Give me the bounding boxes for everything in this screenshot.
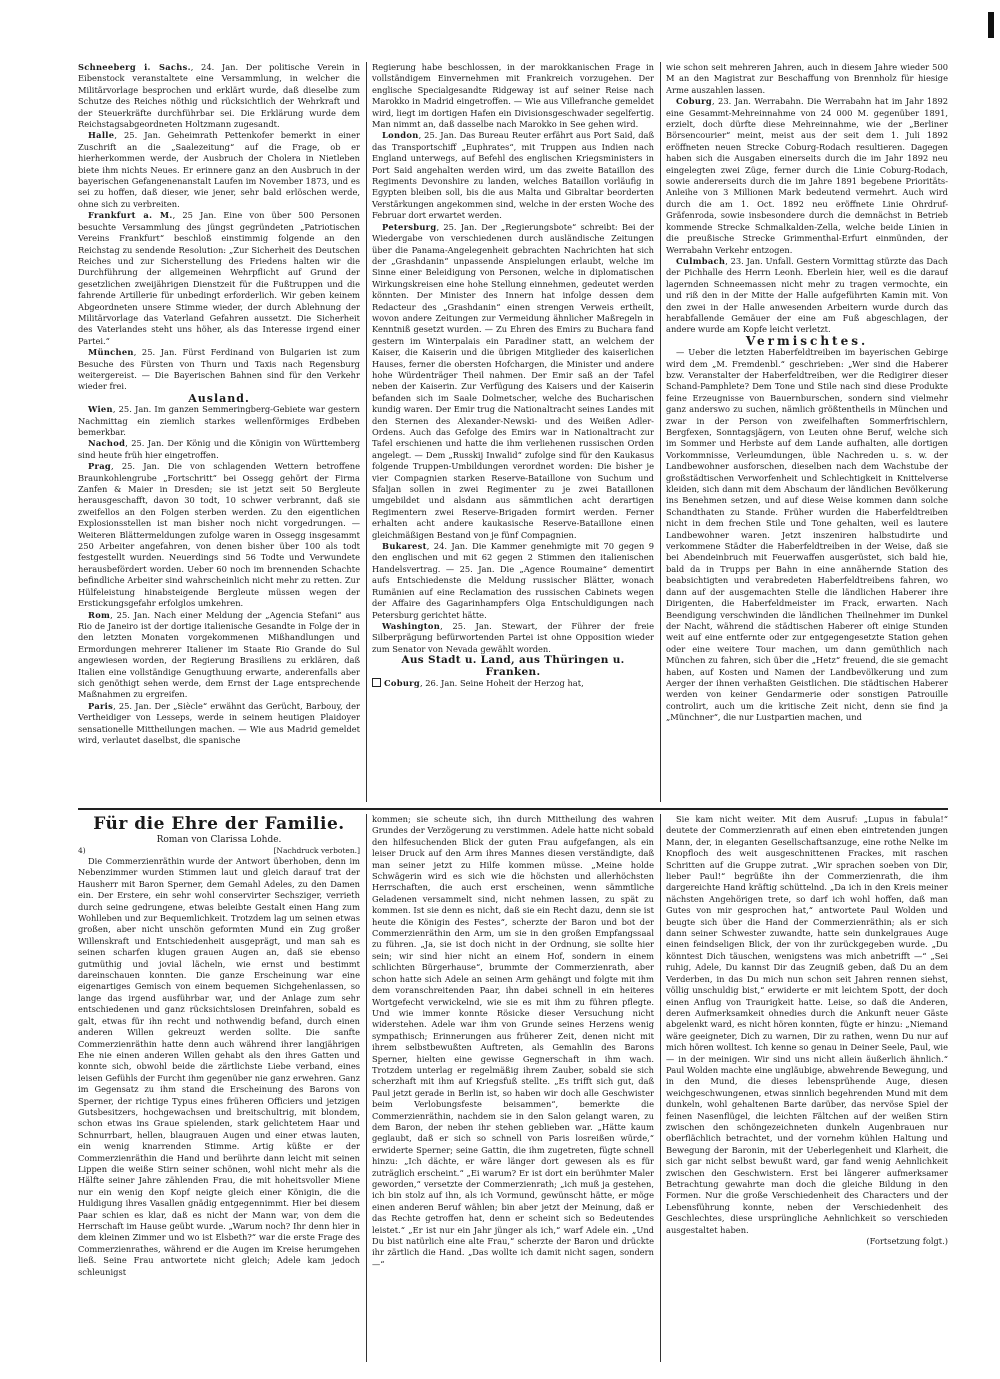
- news-item: Wien, 25. Jan. Im ganzen Semmeringberg-Gebiete war gestern Nachmittag ein ziemlich starkes wellenförmiges Erdbeben bemerkbar.: [78, 404, 360, 437]
- feuilleton-column-2: [372, 814, 654, 1362]
- column-rule: [660, 62, 661, 802]
- dateline: Frankfurt a. M.: [88, 210, 173, 221]
- feuilleton-separator: [78, 808, 948, 810]
- news-item: Coburg, 26. Jan. Seine Hoheit der Herzog hat,: [372, 678, 654, 689]
- news-column-1: [78, 62, 360, 802]
- news-item: London, 25. Jan. Das Bureau Reuter erfährt aus Port Said, daß das Transportschiff „Euphrates“, mit Truppen aus Indien nach England unterwegs, auf Befehl des englischen Kriegsministers in Port Said angehalten werden wird, um das zweite Bataillon des Regiments Devonshire zu landen, welches Bataillon vorläufig in Egypten bleiben soll, bis die aus Malta und Gibraltar beorderten Verstärkungen angekommen sind, welche in der ersten Woche des Februar dort erwartet werden.: [372, 130, 654, 221]
- dateline: München: [88, 347, 134, 358]
- feuilleton-meta: [78, 846, 360, 856]
- dateline: Coburg: [676, 96, 712, 107]
- dateline: Paris: [88, 700, 114, 711]
- news-item: Coburg, 23. Jan. Werrabahn. Die Werrabahn hat im Jahr 1892 eine Gesammt-Mehreinnahme von 24 000 M. gegenüber 1891, erzielt, doch dürfte diese Mehreinnahme, wie der „Berliner Börsencourier“ meint, meist aus der seit dem 1. Juli 1892 eröffneten neuen Strecke Coburg-Rodach resultieren. Dagegen haben sich die Ausgaben einerseits durch die im Jahr 1892 neu eingelegten zwei Züge, ferner durch die Linie Coburg-Rodach, sowie andererseits durch die im Jahre 1891 begebene Prioritäts-Anleihe von 3 Millionen Mark bedeutend vermehrt. Auch wird durch die am 1. Oct. 1892 neu eröffnete Linie Ohrdruf-Gräfenroda, sowie insbesondere durch die demnächst in Betrieb kommende Strecke Schmalkalden-Zella, welche beide Linien in die preußische Strecke Grimmenthal-Erfurt einmünden, der Werrabahn Verkehr entzogen.: [666, 96, 948, 255]
- news-item: Schneeberg i. Sachs., 24. Jan. Der politische Verein in Eibenstock veranstaltete eine Versammlung, in welcher die Militärvorlage besprochen und erklärt wurde, daß dieselbe zum Schutze des Reiches nöthig und rücksichtlich der Wehrkraft und der Steuerkräfte durchführbar sei. Die Erklärung wurde dem Reichstagsabgeordneten Holtzmann zugesandt.: [78, 62, 360, 130]
- dateline: Rom: [88, 609, 111, 620]
- dateline: Prag: [88, 461, 111, 472]
- news-column-3: [666, 62, 948, 802]
- square-marker-icon: [372, 678, 381, 687]
- dateline: Culmbach: [676, 255, 726, 266]
- feuilleton-text: Sie kam nicht weiter. Mit dem Ausruf: „Lupus in fabula!“ deutete der Commerzienrath auf einen eben eintretenden jungen Mann, der, in eleganten Gesellschaftsanzuge, eine rothe Nelke im Knopfloch des weit ausgeschnittenen Frackes, mit raschen Schritten auf die Gruppe zutrat. „Wir sprachen soeben von Dir, lieber Paul!“ begrüßte ihn der Commerzienrath, die ihm dargereichte Hand kräftig schüttelnd. „Da ich in den Kreis meiner nächsten Angehörigen trete, so darf ich wohl hoffen, daß man Gutes von mir gesprochen hat,“ antwortete Paul Wolden und beugte sich über die Hand der Commerzienräthin; als er sich dann seiner Schwester zuwandte, hatte sein dunkelgraues Auge einen feindseligen Blick, der von ihr zurückgegeben wurde. „Du könntest Dich täuschen, wenigstens was mich anbetrifft —“ „Sei ruhig, Adele, Du kannst Dir das Zeugniß geben, daß Du an dem Verderben, in das Du mich nun schon seit Jahren rennen siehst, völlig unschuldig bist,“ erwiderte er mit leichtem Spott, der doch einen Anflug von Traurigkeit hatte. Leise, so daß die Anderen, deren Aufmerksamkeit ohnedies durch die Ankunft neuer Gäste abgelenkt ward, es nicht hören konnten, fügte er hinzu: „Niemand wäre geeigneter, Dich zu warnen, Dir zu rathen, wenn Du nur auf mich hören wolltest. Ich kenne so genau in Deiner Seele, Paul, wie — in der meinigen. Wir sind uns nicht allein äußerlich ähnlich.“ Paul Wolden machte eine ungläubige, abwehrende Bewegung, und in den Mund, die dieses lebensprühende Auge, diesen weichgeschwungenen, etwas sinnlich begehrenden Mund mit dem dunkeln, wohl gehaltenen Barte darüber, das nervöse Spiel der feinen Nasenflügel, die leichten Fältchen auf der weißen Stirn zwischen den schöngezeichneten dunkeln Augenbrauen nur oberflächlich betrachtet, und der vornehm kühlen Haltung und Bewegung der Baronin, mit der Ueberlegenheit und Klarheit, die sich gar nicht selbst bewußt ward, gar fand wenig Aehnlichkeit zwischen den Geschwistern. Erst bei längerer aufmerksamer Betrachtung gewahrte man doch die gleiche Bildung in den Formen. Nur die große Verschiedenheit des Characters und der Lebensführung konnte, neben der Verschiedenheit des Geschlechtes, diese ursprüngliche Aehnlichkeit so verschieden ausgestaltet haben.: [666, 814, 948, 1235]
- dateline: Nachod: [88, 438, 126, 449]
- news-item: Petersburg, 25. Jan. Der „Regierungsbote“ schreibt: Bei der Wiedergabe von verschiedenen durch ausländische Zeitungen über die Panama-Angelegenheit gebrachten Nachrichten hat sich der „Grashdanin“ unpassende Anspielungen erlaubt, welche im Sinne einer Beleidigung von Personen, welche in diplomatischen Wirkungskreisen eine hohe Stellung einnehmen, gedeutet werden könnten. Der Minister des Innern hat infolge dessen dem Redacteur des „Grashdanin“ einen strengen Verweis ertheilt, wovon andere Zeitungen zur Vermeidung ähnlicher Maßregeln in Kenntniß gesetzt wurden. — Zu Ehren des Emirs zu Buchara fand gestern im Winterpalais ein Paradiner statt, an welchem der Kaiser, die Kaiserin und die übrigen Mitglieder des kaiserlichen Hauses, ferner die obersten Hofchargen, die Minister und andere hohe Würdenträger Theil nahmen. Der Emir saß an der Tafel neben der Kaiserin. Zur Verfügung des Kaisers und der Kaiserin befanden sich im Saale Dolmetscher, welche des Bucharischen kundig waren. Der Emir trug die Nationaltracht seines Landes mit den Sternen des Alexander-Newski- und des Weißen Adler-Ordens. Auch das Gefolge des Emirs war in Nationaltracht zur Tafel erschienen und hatte die ihm verliehenen russischen Orden angelegt. — Dem „Russkij Inwalid“ zufolge sind für den Kaukasus folgende Truppen-Umbildungen verordnet worden: Die bisher je vier Compagnien starken Reserve-Bataillone von Suchum und Sfaljan sollen in zwei Regimenter zu je zwei Bataillonen umgebildet und alsdann aus sämmtlichen acht derartigen Regimentern zwei Reserve-Brigaden formirt werden. Ferner erhalten acht andere kaukasische Reserve-Bataillone einen gleichmäßigen Bestand von je fünf Compagnien.: [372, 221, 654, 540]
- news-item: Paris, 25. Jan. Der „Siècle“ erwähnt das Gerücht, Barbouy, der Vertheidiger von Lesseps, werde in seinem heutigen Plaidoyer sensationelle Mittheilungen machen. — Wie aus Madrid gemeldet wird, verlautet daselbst, die spanische: [78, 700, 360, 745]
- news-item: Frankfurt a. M., 25 Jan. Eine von über 500 Personen besuchte Versammlung des jüngst gegründeten „Patriotischen Vereins Frankfurt“ beschloß einstimmig folgende an den Reichstag zu sendende Resolution: „Zur Sicherheit des Deutschen Reiches und zur Sicherstellung des Friedens halten wir die Durchführung der allgemeinen Wehrpflicht auf Grund der gesetzlichen zweijährigen Dienstzeit für die Fußtruppen und die fahrende Artillerie für unbedingt erforderlich. Wir geben keinem Abgeordneten unsere Stimme wieder, der durch Ablehnung der Militärvorlage das Vaterland Gefahren aussetzt. Die Sicherheit des Vaterlandes steht uns höher, als das Interesse irgend einer Partei.“: [78, 210, 360, 346]
- feuilleton-column-1: [78, 814, 360, 1362]
- news-item: Prag, 25. Jan. Die von schlagenden Wettern betroffene Braunkohlengrube „Fortschritt“ bei Ossegg gehört der Firma Zanfen & Maier in Dresden; sie ist jetzt seit 50 Bergleute herausgeschafft, davon 30 todt, 10 schwer verbrannt, daß sie zweifellos an den Folgen sterben werden. Zu den eigentlichen Explosionsstellen ist man bisher noch nicht vorgedrungen. — Weiteren Blättermeldungen zufolge waren in Ossegg insgesammt 250 Arbeiter angefahren, von denen bisher über 100 als todt festgestellt wurden. Neuerdings sind 56 Todte und Verwundete herausbefördert worden. Ueber 60 noch im brennenden Schachte befindliche Arbeiter sind wahrscheinlich nicht mehr zu retten. Zur Hülfeleistung hinabsteigende Bergleute müssen wegen der Erstickungsgefahr erfolglos umkehren.: [78, 461, 360, 609]
- column-rule: [366, 814, 367, 1362]
- news-item: Bukarest, 24. Jan. Die Kammer genehmigte mit 70 gegen 9 den englischen und mit 62 gegen 2 Stimmen den italienischen Handelsvertrag. — 25. Jan. Die „Agence Roumaine“ dementirt aufs Entschiedenste die Meldung russischer Blätter, wonach Rumänien auf eine Reclamation des russischen Cabinets wegen der Affaire des Gagarinhampfers Olga Entschuldigungen nach Petersburg gerichtet hätte.: [372, 541, 654, 620]
- dateline: Petersburg: [382, 221, 437, 232]
- to-be-continued: (Fortsetzung folgt.): [866, 1236, 948, 1247]
- feuilleton-text: kommen; sie scheute sich, ihn durch Mittheilung des wahren Grundes der Verzögerung zu verstimmen. Adele hatte nicht sobald den hilfesuchenden Blick der guten Frau aufgefangen, als ein leiser Druck auf den Arm ihres Mannes diesen verständigte, daß man seiner jetzt zu Hilfe kommen müsse. „Meine holde Schwägerin wird es sich wie die höchsten und allerhöchsten Herrschaften, die auch erst erscheinen, wenn sämmtliche Geladenen versammelt sind, nicht nehmen lassen, zu spät zu kommen. Ist sie denn es nicht, daß sie ein Recht dazu, denn sie ist heute die Königin des Festes“, scherzte der Baron und bot der Commerzienräthin den Arm, um sie in den großen Empfangssaal zu führen. „Ja, sie ist doch nicht in der Ordnung, sie sollte hier sein; wir sind hier nicht an einem Hof, sondern in einem schlichten Bürgerhause“, brummte der Commerzienrath, aber schon hatte sich Adele an seinen Arm gehängt und folgte mit ihm dem voranschreitenden Paar, ihn dabei schnell in ein heiteres Wortgefecht verwickelnd, wie sie es mit ihm zu führen pflegte. Und wie immer konnte Rösicke dieser Versuchung nicht widerstehen. Adele war ihm von Grunde seines Herzens wenig sympathisch; Erinnerungen aus früherer Zeit, denen nicht mit ihrem selbstbewußten Auftreten, als Gemahlin des Barons Sperner, hielten eine gewisse Gegnerschaft in ihm wach. Trotzdem unterlag er regelmäßig ihrem Zauber, sobald sie sich scherzhaft mit ihm auf Kriegsfuß stellte. „Es trifft sich gut, daß Paul jetzt gerade in Berlin ist, so haben wir doch alle Geschwister beim Verlobungsfeste beisammen“, bemerkte die Commerzienräthin, nachdem sie in den Salon gelangt waren, zu dem Baron, der neben ihr stehen geblieben war. „Hätte kaum geglaubt, daß er sich so schnell von Paris losreißen würde,“ erwiderte Sperner; seine Gattin, die ihm zugetreten, fügte schnell hinzu: „Ich dächte, er wäre länger dort gewesen als es für zuträglich erscheint.“ „Ei warum? Er ist dort ein berühmter Maler geworden,“ versetzte der Commerzienrath; „ich muß ja gestehen, ich bin stolz auf ihn, als ich Vormund, gewünscht hätte, er möge einen anderen Beruf wählen; bin aber jetzt der Meinung, daß er das Rechte getroffen hat, denn er scheint sich so Bedeutendes leistet.“ „Er ist nur ein Jahr jünger als ich,“ warf Adele ein. „Und Du bist natürlich eine alte Frau,“ scherzte der Baron und drückte ihr zärtlich die Hand. „Das wollte ich damit nicht sagen, sondern —“: [372, 814, 654, 1269]
- news-item: Rom, 25. Jan. Nach einer Meldung der „Agencia Stefani“ aus Rio de Janeiro ist der dortige italienische Gesandte in Folge der in den letzten Monaten vorgekommenen Mißhandlungen und Ermordungen mehrerer Italiener im Staate Rio Grande do Sul angewiesen worden, der Regierung Brasiliens zu erklären, daß Italien eine vollständige Genugthuung erwarte, anderenfalls aber sich genöthigt sehen werde, dem Ernst der Lage entsprechende Maßnahmen zu ergreifen.: [78, 609, 360, 700]
- dateline: Coburg: [384, 677, 420, 688]
- column-rule: [660, 814, 661, 1362]
- news-item: Washington, 25. Jan. Stewart, der Führer der freie Silberprägung befürwortenden Partei ist ohne Opposition wieder zum Senator von Nevada gewählt worden.: [372, 620, 654, 654]
- news-item: Regierung habe beschlossen, in der marokkanischen Frage in vollständigem Einvernehmen mit Frankreich vorzugehen. Der englische Specialgesandte Ridgeway ist auf seiner Reise nach Marokko in Madrid eingetroffen. — Wie aus Villefranche gemeldet wird, liegt im dortigen Hafen ein Divisionsgeschwader segelfertig. Man nimmt an, daß dasselbe nach Marokko in See gehen wird.: [372, 62, 654, 130]
- news-item: München, 25. Jan. Fürst Ferdinand von Bulgarien ist zum Besuche des Fürsten von Thurn und Taxis nach Regensburg weitergereist. — Die Bayerischen Bahnen sind für den Verkehr wieder frei.: [78, 347, 360, 392]
- section-heading-ausland: Ausland.: [188, 391, 250, 405]
- newspaper-page: [78, 62, 948, 1362]
- news-item: Nachod, 25. Jan. Der König und die Königin von Württemberg sind heute früh hier eingetroffen.: [78, 438, 360, 460]
- section-heading-vermischtes: Vermischtes.: [745, 333, 869, 348]
- dateline: Schneeberg i. Sachs.: [78, 62, 191, 72]
- news-item: Culmbach, 23. Jan. Unfall. Gestern Vormittag stürzte das Dach der Pichhalle des Herrn Leonh. Eberlein hier, weil es die darauf lagernden Schneemassen nicht mehr zu tragen vermochte, ein und riß den in der Mitte der Halle aufgeführten Kamin mit. Von den zwei in der Halle anwesenden Arbeitern wurde durch das herabfallende Gemäuer der eine am Fuß abgeschlagen, der andere wurde am Kopfe leicht verletzt.: [666, 255, 948, 335]
- feuilleton-title: Für die Ehre der Familie.: [93, 814, 345, 834]
- feuilleton-author: Roman von Clarissa Lohde.: [156, 835, 282, 845]
- news-column-2: [372, 62, 654, 802]
- news-item: Halle, 25. Jan. Geheimrath Pettenkofer bemerkt in einer Zuschrift an die „Saalezeitung“ auf die Frage, ob er hierherkommen werde, der Ausbruch der Cholera in Nietleben biete ihm nichts Neues. Er erinnere ganz an den Ausbruch in der bayerischen Gefangenenanstalt Laufen im November 1873, und es sei zu hoffen, daß dieser, wie jener, sehr bald erlöschen werde, ohne sich zu verbreiten.: [78, 130, 360, 209]
- news-item: — Ueber die letzten Haberfeldtreiben im bayerischen Gebirge wird dem „M. Fremdenbl.“ geschrieben: „Wer sind die Haberer bzw. Veranstalter der Haberfeldtreiben, wer die Redigirer dieser Schand-Pamphlete? Dem Tone und Stile nach sind diese Produkte feine Erzeugnisse von Bauernburschen, sondern sind vielmehr ganz anderswo zu suchen, nämlich größtentheils in München und zwar in der Person von zweifelhaften Sommerfrischlern, Bergfexen, Sonntagsjägern, von Leuten ohne Beruf, welche sich im Sommer und Herbste auf dem Lande aufhalten, alle dortigen Vorkommnisse, Verleumdungen, üble Nachreden u. s. w. der Landbewohner ausforschen, dieselben nach dem Wachstube der großstädtischen Verworfenheit und Schlechtigkeit in Knittelverse kleiden, sich dann mit dem Abschaum der ländlichen Bevölkerung ins Benehmen setzen, und auf diese Weise kommen dann solche Schandthaten zu Stande. Früher wurden die Haberfeldtreiben nicht in dem frechen Stile und Tone gehalten, weil es lautere Landbewohner waren. Jetzt inszeniren halbstudirte und verkommene Städter die Haberfeldtreiben in der Weise, daß sie bei Abendeinbruch mit Feuerwaffen ausgerüstet, sich bald hie, bald da in Trupps per Bahn in eine annähernde Station des beabsichtigten und verabredeten Haberfeldtreibens fahren, wo dann auf der ausgemachten Stelle die ländlichen Haberer ihre Dirigenten, die Haberfeldmeister im Frack, erwarten. Nach Beendigung verschwinden die ländlichen Theilnehmer im Dunkel der Nacht, während die städtischen Haberer oft einige Stunden weit auf eine entfernte oder zur entgegengesetzte Station gehen oder eine weitere Tour machen, um dann gemüthlich nach München zu fahren, sich über die „Hetz“ freuend, die sie gemacht haben, auf Kosten und Namen der Landbevölkerung und zum Aerger der ihnen verhaßten Geistlichen. Die städtischen Haberer werden von keiner Gendarmerie oder sonstigen Patrouille controlirt, auch um die kritische Zeit nicht, denn sie find ja „Münchner“, die nur Lustpartien machen, und: [666, 347, 948, 723]
- reprint-note: [Nachdruck verboten.]: [273, 846, 360, 855]
- dateline: London: [382, 130, 419, 141]
- dateline: Bukarest: [382, 541, 427, 552]
- dateline: Washington: [382, 620, 441, 631]
- news-item: wie schon seit mehreren Jahren, auch in diesem Jahre wieder 500 M an den Magistrat zur Beschaffung von Brennholz für hiesige Arme auszahlen lassen.: [666, 62, 948, 95]
- dateline: Wien: [88, 404, 113, 415]
- column-rule: [366, 62, 367, 802]
- installment-number: 4): [78, 846, 86, 855]
- feuilleton-text: Die Commerzienräthin wurde der Antwort überhoben, denn im Nebenzimmer wurden Stimmen laut und gleich darauf trat der Hausherr mit Baron Sperner, dem Gemahl Adeles, zu den Damen ein. Der Erstere, ein sehr wohl conservirter Sechsziger, verrieth durch seine gedrungene, etwas beleibte Gestalt einen Hang zum Wohlleben und zur Bequemlichkeit. Trotzdem lag um seinen etwas großen, aber nicht unschön geformten Mund ein Zug großer Willenskraft und Entschiedenheit ausgeprägt, und man sah es seinen scharfen klugen grauen Augen an, daß sie ebenso gutmüthig und jovial lächeln, wie ernst und bestimmt dareinschauen konnten. Die ganze Erscheinung war eine eigenartiges Gemisch von einem bequemen Sichgehenlassen, so lange das irgend ausführbar war, und der Anlage zum sehr entschiedenen und ganz rücksichtslosen Dreinfahren, sobald es galt, etwas für ihn recht und nothwendig befand, durch einen anderen Willen gekreuzt werden sollte. Die sanfte Commerzienräthin hatte denn auch während ihrer langjährigen Ehe nie einen anderen Willen gehabt als den ihres Gatten und konnte sich, obwohl beide die zärtlichste Liebe verband, eines leisen Gefühls der Furcht ihm gegenüber nie ganz erwehren. Ganz im Gegensatz zu ihm stand die Erscheinung des Barons von Sperner, der richtige Typus eines früheren Officiers und jetzigen Gutsbesitzers, hochgewachsen und breitschultrig, mit blondem, schon etwas ins Graue spielenden, stark gelichtetem Haar und Schnurrbart, hellen, blaugrauen Augen und einer etwas lauten, ein wenig knarrenden Stimme. Artig küßte er der Commerzienräthin die Hand und berührte dann leicht mit seinen Lippen die weiße Stirn seiner schönen, wohl nicht mehr als die Hälfte seiner Jahre zählenden Frau, die mit hoheitsvoller Miene nur ein wenig den Kopf neigte gleich einer Königin, die die Huldigung ihres Vasallen gnädig entgegennimmt. Hier bei diesem Paar schien es klar, daß es nicht der Mann war, von dem die Herrschaft im Hause geübt wurde. „Warum noch? Ihr denn hier in dem kleinen Zimmer und wo ist Elsbeth?“ war die erste Frage des Commerzienrathes, während er die Augen im Kreise herumgehen ließ. Seine Frau antwortete nicht gleich; Adele kam jedoch schleunigst: [78, 856, 360, 1277]
- feuilleton-column-3: [666, 814, 948, 1362]
- dateline: Halle: [88, 130, 115, 141]
- page-edge-mark: [988, 12, 994, 38]
- section-heading-heimat: Aus Stadt u. Land, aus Thüringen u. Franken.: [401, 654, 625, 678]
